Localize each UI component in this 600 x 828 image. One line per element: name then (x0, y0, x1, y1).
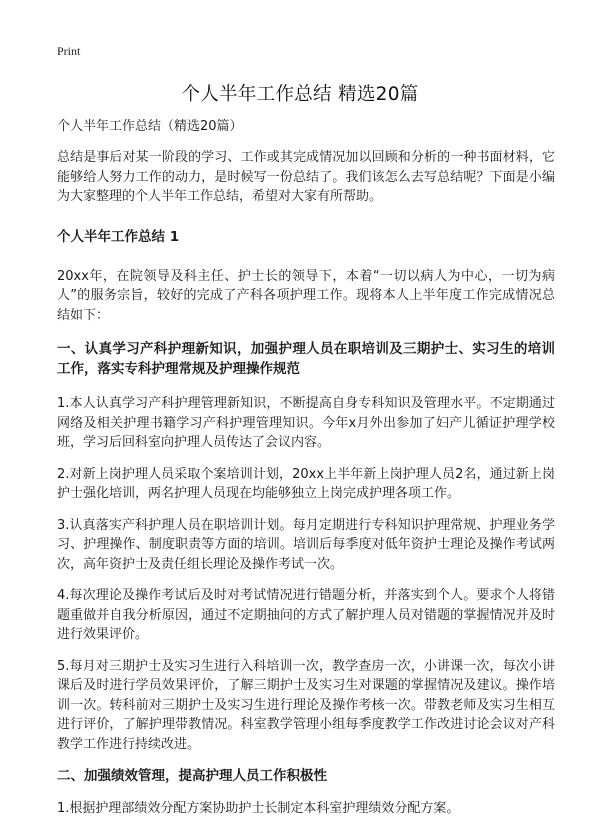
section-title: 个人半年工作总结 1 (57, 228, 180, 245)
list-item-1-2: 2.对新上岗护理人员采取个案培训计划，20xx上半年新上岗护理人员2名，通过新上岗护士强化培训，两名护理人员现在均能够独立上岗完成护理各项工作。 (57, 466, 555, 501)
page-title: 个人半年工作总结 精选20篇 (181, 84, 419, 105)
heading-2: 二、加强绩效管理，提高护理人员工作积极性 (57, 768, 327, 784)
list-item-1-3: 3.认真落实产科护理人员在职培训计划。每月定期进行专科知识护理常规、护理业务学习、护理操作、制度职责等方面的培训。培训后每季度对低年资护士理论及操作考试两次，高年资护士及责任组长理论及操作考试一次。 (57, 517, 555, 572)
opening-paragraph: 20xx年，在院领导及科主任、护士长的领导下，本着“一切以病人为中心，一切为病人”的服务宗旨，较好的完成了产科各项护理工作。现将本人上半年度工作完成情况总结如下： (57, 268, 555, 323)
document-body (57, 117, 555, 819)
heading-1: 一、认真学习产科护理新知识，加强护理人员在职培训及三期护士、实习生的培训工作，落实专科护理常规及护理操作规范 (57, 341, 555, 377)
list-item-2-1: 1.根据护理部绩效分配方案协助护士长制定本科室护理绩效分配方案。 (57, 801, 460, 816)
list-item-1-1: 1.本人认真学习产科护理管理新知识，不断提高自身专科知识及管理水平。不定期通过网络及相关护理书籍学习产科护理管理知识。今年x月外出参加了妇产儿循证护理学校班，学习后回科室向护理人员传达了会议内容。 (57, 396, 555, 450)
print-label: Print (57, 44, 81, 58)
intro-paragraph: 总结是事后对某一阶段的学习、工作或其完成情况加以回顾和分析的一种书面材料，它能够给人努力工作的动力，是时候写一份总结了。我们该怎么去写总结呢？下面是小编为大家整理的个人半年工作总结，希望对大家有所帮助。 (57, 150, 555, 204)
list-item-1-5: 5.每月对三期护士及实习生进行入科培训一次，教学查房一次，小讲课一次，每次小讲课后及时进行学员效果评价，了解三期护士及实习生对课题的掌握情况及建议。操作培训一次。转科前对三期护士及实习生进行理论及操作考核一次。带教老师及实习生相互进行评价，了解护理带教情况。科室教学管理小组每季度教学工作改进讨论会议对产科教学工作进行持续改进。 (57, 658, 555, 752)
list-item-1-4: 4.每次理论及操作考试后及时对考试情况进行错题分析，并落实到个人。要求个人将错题重做并自我分析原因，通过不定期抽问的方式了解护理人员对错题的掌握情况并及时进行效果评价。 (57, 588, 555, 642)
document-subtitle: 个人半年工作总结（精选20篇） (57, 119, 243, 134)
